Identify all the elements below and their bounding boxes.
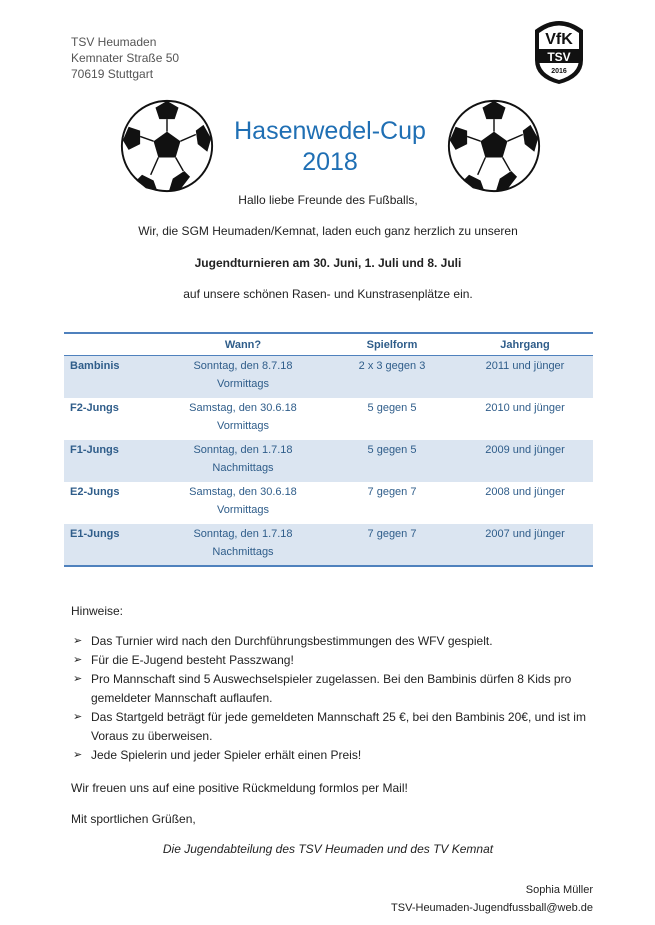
arrow-bullet-icon: ➢ [73,673,83,685]
row-format: 5 gegen 5 [327,440,457,482]
row-format: 7 gegen 7 [367,485,417,498]
schedule-table [64,332,593,567]
arrow-bullet-icon: ➢ [73,635,83,647]
table-row [64,482,593,524]
intro-greeting: Hallo liebe Freunde des Fußballs, [238,193,418,207]
list-item [73,746,598,765]
closing-feedback: Wir freuen uns auf eine positive Rückmeldung formlos per Mail! [71,781,408,795]
football-icon-right [446,98,542,194]
row-year: 2007 und jünger [457,524,593,566]
sender-street: Kemnater Straße 50 [71,51,180,65]
row-format: 5 gegen 5 [367,401,417,414]
signature-email[interactable]: TSV-Heumaden-Jugendfussball@web.de [391,902,593,914]
row-format: 7 gegen 7 [327,524,457,566]
row-team: F2-Jungs [70,401,119,414]
header-year: Jahrgang [457,333,593,356]
sender-address [71,34,179,82]
arrow-bullet-icon: ➢ [73,711,83,723]
row-team: Bambinis [64,356,159,398]
row-team: F1-Jungs [64,440,159,482]
row-date: Sonntag, den 8.7.18 [193,360,293,372]
intro-invite: Wir, die SGM Heumaden/Kemnat, laden euch ganz herzlich zu unseren [138,224,518,238]
row-time: Nachmittags [212,461,274,474]
table-row [64,440,593,482]
header-when: Wann? [159,333,327,356]
row-year: 2009 und jünger [457,440,593,482]
row-date: Sonntag, den 1.7.18 [193,443,293,456]
row-date: Samstag, den 30.6.18 [189,401,297,414]
table-header-row [64,333,593,356]
sender-city: 70619 Stuttgart [71,67,154,81]
list-item [73,670,598,708]
row-year: 2010 und jünger [485,401,565,414]
row-date: Samstag, den 30.6.18 [189,485,297,498]
list-item [73,632,598,651]
arrow-bullet-icon: ➢ [73,749,83,761]
hints-list [73,632,598,765]
row-when [159,524,327,566]
signature-department: Die Jugendabteilung des TSV Heumaden und des TV Kemnat [162,842,494,856]
row-team: E1-Jungs [64,524,159,566]
table-row [64,398,593,440]
row-time: Vormittags [217,378,269,390]
hint-text: Pro Mannschaft sind 5 Auswechselspieler zugelassen. Bei den Bambinis dürfen 8 Kids pro gemeldeter Mannschaft auflaufen. [91,672,572,705]
logo-middle-text: TSV [547,50,571,64]
row-when [159,482,327,524]
club-crest-icon [531,16,587,86]
hint-text: Jede Spielerin und jeder Spieler erhält einen Preis! [91,748,362,762]
row-year: 2008 und jünger [485,485,565,498]
list-item [73,708,598,746]
row-when [159,440,327,482]
row-date: Sonntag, den 1.7.18 [193,527,293,540]
intro-dates: Jugendturnieren am 30. Juni, 1. Juli und 8. Juli [194,256,462,270]
list-item [73,651,598,670]
row-time: Vormittags [217,419,269,432]
row-when [159,398,327,440]
hints-heading: Hinweise: [71,604,124,618]
page-title [200,116,460,178]
table-row [64,524,593,566]
row-team: E2-Jungs [70,485,120,498]
row-time: Nachmittags [212,545,274,558]
header-format: Spielform [327,333,457,356]
closing-regards: Mit sportlichen Grüßen, [71,812,196,826]
row-format: 2 x 3 gegen 3 [327,356,457,398]
header-team [64,333,159,356]
row-time: Vormittags [217,503,269,516]
hint-text: Das Startgeld beträgt für jede gemeldeten Mannschaft 25 €, bei den Bambinis 20€, und ist im Voraus zu überweisen. [91,710,586,743]
hint-text: Das Turnier wird nach den Durchführungsbestimmungen des WFV gespielt. [91,634,493,648]
logo-year-text: 2016 [551,68,567,75]
table-row [64,356,593,398]
hint-text: Für die E-Jugend besteht Passzwang! [91,653,294,667]
title-line-1: Hasenwedel-Cup [234,117,426,145]
intro-venue: auf unsere schönen Rasen- und Kunstrasenplätze ein. [183,287,473,301]
signature-name: Sophia Müller [525,884,593,896]
title-line-2: 2018 [302,148,358,176]
sender-name: TSV Heumaden [71,35,157,49]
arrow-bullet-icon: ➢ [73,654,83,666]
logo-top-text: VfK [545,31,573,48]
row-year: 2011 und jünger [457,356,593,398]
row-when [159,356,327,398]
